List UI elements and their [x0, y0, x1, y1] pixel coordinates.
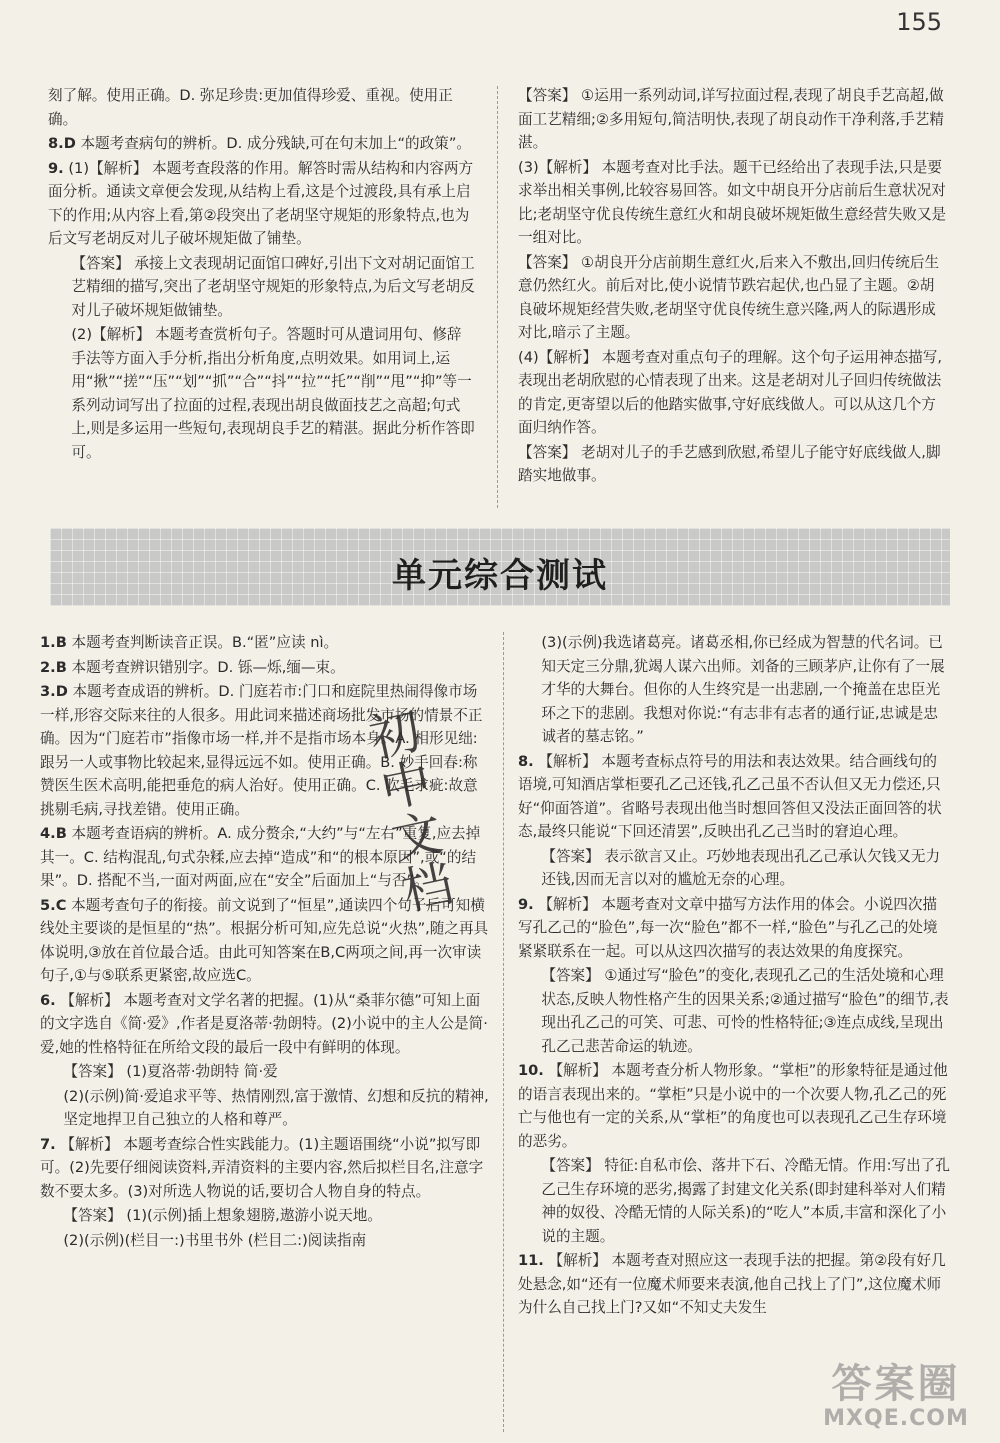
section-title: 单元综合测试	[392, 556, 608, 596]
text-block: 10. 【解析】 本题考查分析人物形象。“掌柜”的形象特征是通过他的语言表现出来的。“掌柜”只是小说中的一个次要人物,孔乙己的死亡与他也有一定的关系,从“掌柜”的角度也可以表现孔乙己生存环境的恶劣。	[518, 1062, 948, 1150]
text-block: (2)(示例)(栏目一:)书里书外 (栏目二:)阅读指南	[63, 1231, 367, 1249]
text-block: (2)(示例)简·爱追求平等、热情刚烈,富于激情、幻想和反抗的精神,坚定地捍卫自己独立的人格和尊严。	[63, 1087, 489, 1128]
text-block: 4.B 本题考查语病的辨析。A. 成分赘余,“大约”与“左右”重复,应去掉其一。C. 结构混乱,句式杂糅,应去掉“造成”和“的根本原因”,或“的结果”。D. 搭配不当,一面对两面,应在“安全”后面加上“与否”。	[40, 825, 481, 889]
text-block: 【答案】 (1)(示例)插上想象翅膀,遨游小说天地。	[63, 1207, 382, 1224]
watermark-text: 答案圈	[831, 1361, 961, 1407]
top-right-column	[518, 84, 948, 489]
page-number: 155	[896, 8, 942, 36]
handwritten-char: 初	[364, 701, 426, 769]
text-block: 【答案】 老胡对儿子的手艺感到欣慰,希望儿子能守好底线做人,脚踏实地做事。	[518, 443, 941, 484]
text-block: 【答案】 特征:自私市侩、落井下石、冷酷无情。作用:写出了孔乙己生存环境的恶劣,揭露了封建文化关系(即封建科举对人们精神的奴役、冷酷无情的人际关系)的“吃人”本质,丰富和深化了小说的主题。	[541, 1157, 950, 1245]
text-block: 【答案】 ①通过写“脸色”的变化,表现孔乙己的生活处境和心理状态,反映人物性格产生的因果关系;②通过描写“脸色”的细节,表现出孔乙己的可笑、可悲、可怜的性格特征;③连点成线,呈现出孔乙己悲苦命运的轨迹。	[541, 967, 949, 1055]
text-block: 【答案】 承接上文表现胡记面馆口碑好,引出下文对胡记面馆工艺精细的描写,突出了老胡坚守规矩的形象特点,为后文写老胡反对儿子破坏规矩做铺垫。	[71, 254, 475, 319]
text-block: 9. (1)【解析】 本题考查段落的作用。解答时需从结构和内容两方面分析。通读文章便会发现,从结构上看,这是个过渡段,具有承上启下的作用;从内容上看,第②段突出了老胡坚守规矩的形象特点,也为后文写老胡反对儿子破坏规矩做了铺垫。	[48, 159, 474, 247]
text-block: (3)(示例)我选诸葛亮。诸葛丞相,你已经成为智慧的代名词。已知天定三分鼎,犹竭人谋六出师。刘备的三顾茅庐,让你有了一展才华的大舞台。但你的人生终究是一出悲剧,一个掩盖在忠臣光环之下的悲剧。我想对你说:“有志非有志者的通行证,忠诚是忠诚者的墓志铭。”	[541, 634, 945, 745]
text-block: 7. 【解析】 本题考查综合性实践能力。(1)主题语围绕“小说”拟写即可。(2)先要仔细阅读资料,弄清资料的主要内容,然后拟栏目名,注意字数不要太多。(3)对所选人物说的话,要切合人物自身的特点。	[40, 1135, 484, 1200]
bottom-right-column	[518, 631, 950, 1321]
text-block: 9. 【解析】 本题考查对文章中描写方法作用的体会。小说四次描写孔乙己的“脸色”,每一次“脸色”都不一样,“脸色”与孔乙己的处境紧紧联系在一起。可以从这四次描写的表达效果的角度探究。	[518, 895, 938, 960]
text-block: (4)【解析】 本题考查对重点句子的理解。这个句子运用神态描写,表现出老胡欣慰的心情表现了出来。这是老胡对儿子回归传统做法的肯定,更寄望以后的他踏实做事,守好底线做人。可以从这几个方面归纳作答。	[518, 348, 942, 436]
handwritten-char: 中	[375, 752, 437, 820]
column-divider	[497, 86, 498, 508]
text-block: 8.D 本题考查病句的辨析。D. 成分残缺,可在句末加上“的政策”。	[48, 135, 471, 152]
text-block: 2.B 本题考查辨识错别字。D. 铄—烁,缅—束。	[40, 658, 345, 676]
handwritten-char: 文	[386, 803, 448, 871]
text-block: 6. 【解析】 本题考查对文学名著的把握。(1)从“桑菲尔德”可知上面的文字选自《简·爱》,作者是夏洛蒂·勃朗特。(2)小说中的主人公是简·爱,她的性格特征在所给文段的最后一段中有鲜明的体现。	[40, 991, 488, 1056]
text-block: (2)【解析】 本题考查赏析句子。答题时可从遣词用句、修辞手法等方面入手分析,指出分析角度,点明效果。如用词上,运用“揪”“搓”“压”“划”“抓”“合”“抖”“拉”“托”“削”“甩”“抑”等一系列动词写出了拉面的过程,表现出胡良做面技艺之高超;句式上,则是多运用一些短句,表现胡良手艺的精湛。据此分析作答即可。	[71, 326, 475, 461]
text-block: 1.B 本题考查判断读音正误。B.“匿”应读 nì。	[40, 634, 339, 651]
text-block: 5.C 本题考查句子的衔接。前文说到了“恒星”,通读四个句子后可知横线处主要谈的是恒星的“热”。根据分析可知,应先总说“火热”,随之再具体说明,③放在首位最合适。由此可知答案在B,C两项之间,再一次审读句子,①与⑤联系更紧密,故应选C。	[40, 896, 489, 984]
text-block: 3.D 本题考查成语的辨析。D. 门庭若市:门口和庭院里热闹得像市场一样,形容交际来往的人很多。用此词来描述商场批发市场的情景不正确。因为“门庭若市”指像市场一样,并不是指市场本身。A. 相形见绌:跟另一人或事物比较起来,显得远远不如。使用正确。B. 妙手回春:称赞医生医术高明,能把垂危的病人治好。使用正确。C. 吹毛求疵:故意挑剔毛病,寻找差错。使用正确。	[40, 683, 483, 818]
watermark-logo	[812, 1362, 980, 1438]
text-block: 11. 【解析】 本题考查对照应这一表现手法的把握。第②段有好几处悬念,如“还有一位魔术师要来表演,他自己找上了门”,这位魔术师为什么自己找上门?又如“不知丈夫发生	[518, 1252, 946, 1316]
section-banner	[50, 528, 950, 606]
text-block: 【答案】 ①运用一系列动词,详写拉面过程,表现了胡良手艺高超,做面工艺精细;②多用短句,简洁明快,表现了胡良动作干净利落,手艺精湛。	[518, 87, 944, 151]
text-block: 【答案】 (1)夏洛蒂·勃朗特 简·爱	[63, 1063, 278, 1080]
watermark-url: MXQE.COM	[823, 1406, 969, 1431]
handwritten-char: 档	[397, 854, 459, 922]
text-block: 【答案】 表示欲言又止。巧妙地表现出孔乙己承认欠钱又无力还钱,因而无言以对的尴尬无奈的心理。	[541, 847, 941, 888]
text-block: 刻了解。使用正确。D. 弥足珍贵:更加值得珍爱、重视。使用正确。	[48, 87, 453, 128]
text-block: (3)【解析】 本题考查对比手法。题干已经给出了表现手法,只是要求举出相关事例,比较容易回答。如文中胡良开分店前后生意状况对比;老胡坚守优良传统生意红火和胡良破坏规矩做生意经营失败又是一组对比。	[518, 158, 947, 246]
column-divider	[503, 632, 504, 1432]
text-block: 【答案】 ①胡良开分店前期生意红火,后来入不敷出,回归传统后生意仍然红火。前后对比,使小说情节跌宕起伏,也凸显了主题。②胡良破坏规矩经营失败,老胡坚守优良传统生意兴隆,两人的际遇形成对比,暗示了主题。	[518, 253, 940, 341]
top-left-column	[48, 84, 476, 465]
text-block: 8. 【解析】 本题考查标点符号的用法和表达效果。结合画线句的语境,可知酒店掌柜要孔乙己还钱,孔乙己虽不否认但又无力偿还,只好“仰面答道”。省略号表现出他当时想回答但又没法正面回答的状态,最终只能说“下回还清罢”,反映出孔乙己当时的窘迫心理。	[518, 752, 942, 840]
